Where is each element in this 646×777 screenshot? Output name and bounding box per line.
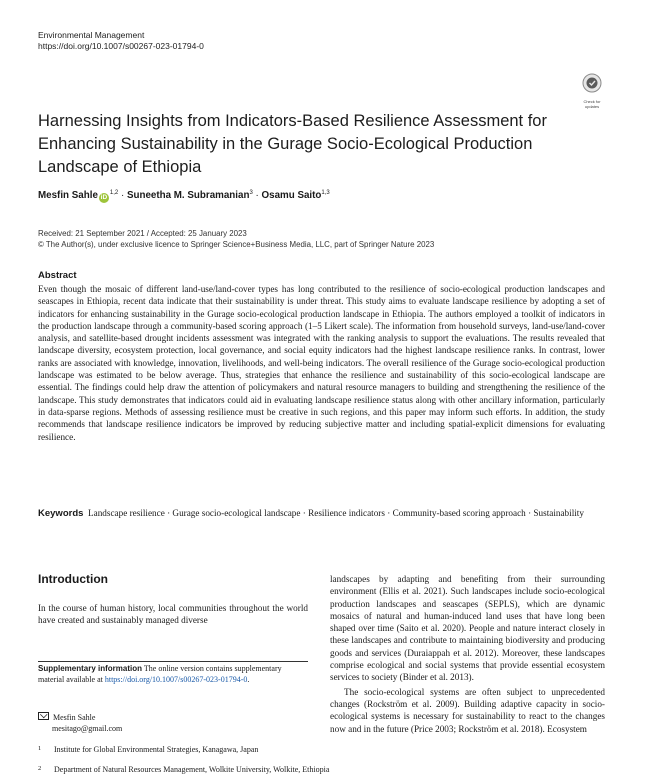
- journal-name: Environmental Management: [38, 30, 145, 40]
- right-column-text: [330, 573, 605, 735]
- article-title: Harnessing Insights from Indicators-Based Resilience Assessment for Enhancing Sustainability in the Gurage Socio-Ecological Production Landscape of Ethiopia: [38, 112, 547, 176]
- article-dates: [38, 228, 434, 250]
- author-affiliation-ref: 1,3: [321, 190, 330, 196]
- body-paragraph: The socio-ecological systems are often subject to unprecedented changes (Rockström et al. 2009). Building adaptive capacity in socio-ecological systems is necessary for sustainability to react to the changes now and in the future (Price 2003; Rockström et al. 2018). Ecosystem: [330, 686, 605, 734]
- author-name[interactable]: Osamu Saito: [261, 190, 322, 201]
- abstract-heading: Abstract: [38, 270, 77, 281]
- affiliation-text: Institute for Global Environmental Strategies, Kanagawa, Japan: [54, 745, 259, 754]
- abstract-text: Even though the mosaic of different land-use/land-cover types has long contributed to the resilience of socio-ecological production landscapes and seascapes in Ethiopia, recent data indicate that their sustainability is under threat. This study aims to evaluate landscape resilience by adopting a set of indicators for enhancing sustainability in the Gurage socio-ecological production landscape in Ethiopia. The authors employed a toolkit of indicators in the production landscape through a community-based scoring approach (1–5 Likert scale). The information from household surveys, land-use/land-cover analysis, and satellite-based drought incidents assessment was integrated with the ranking analysis to support the evaluations. The results revealed that landscape diversity, ecosystem protection, local governance, and social equity indicators had the highest landscape resilience ranks. In contrast, lower ranks are associated with knowledge, innovation, livelihoods, and well-being indicators. The overall resilience of the Gurage socio-ecological production landscape was estimated to be below average. Thus, strategies that enhance the resilience and sustainability of this socio-ecological landscape are essential. The findings could help draw the attention of policymakers and natural resource managers to building and strengthening the resilience of the landscape. This study demonstrates that indicators could aid in evaluating landscape resilience status along with other ancillary information, particularly in data-sparse regions. Methods of assessing resilience must be creative in such regions, and this paper may inform such efforts. In addition, the study recommends that landscape resilience indicators be improved by reducing subjective matter and including spatial-explicit dimensions for evaluating resilience.: [38, 284, 605, 442]
- body-paragraph: landscapes by adapting and benefiting from their surrounding environment (Ellis et al. 2021). Such landscapes include socio-ecological production landscapes and seascapes (SEPLS), which are dynamic mosaics of natural and human-induced land uses that have long been shaped over time (Saito et al. 2020). People and nature interact closely in these landscapes and contribute to maintaining biodiversity and producing goods and services (Duraiappah et al. 2012). Moreover, these landscapes comprise ecological and social systems that provide essential ecosystem services to society (Binder et al. 2013).: [330, 574, 605, 683]
- supplementary-text: The online version contains supplementary material available at: [38, 664, 282, 684]
- crossmark-label-2: updates: [584, 103, 600, 109]
- envelope-icon: [38, 712, 49, 720]
- affiliation-item: [38, 764, 329, 776]
- footnote-divider: [38, 661, 308, 662]
- copyright-line: © The Author(s), under exclusive licence to Springer Science+Business Media, LLC, part of Springer Nature 2023: [38, 240, 435, 249]
- correspondence-name: Mesfin Sahle: [53, 713, 96, 722]
- introduction-heading: Introduction: [38, 572, 108, 586]
- author-name[interactable]: Mesfin Sahle: [38, 190, 98, 201]
- keywords-label: Keywords: [38, 508, 84, 519]
- author-list: Mesfin Sahle iD$^{1,2}$ · Suneetha M. Subramanian$^3$ · Osamu Saito$^{1,3}$: [38, 190, 330, 201]
- introduction-paragraph: In the course of human history, local communities throughout the world have created and sustainably managed diverse: [38, 603, 308, 626]
- author-affiliation-ref: 3: [249, 190, 253, 196]
- crossmark-label-1: Check for: [583, 99, 601, 104]
- received-accepted: Received: 21 September 2021 / Accepted: 25 January 2023: [38, 229, 247, 238]
- correspondence: [38, 712, 122, 734]
- affiliation-number: 2: [38, 765, 42, 772]
- keywords-text: Landscape resilience · Gurage socio-ecological landscape · Resilience indicators · Community-based scoring approach · Sustainability: [88, 508, 584, 518]
- crossmark-icon: [578, 73, 606, 95]
- journal-doi[interactable]: https://doi.org/10.1007/s00267-023-01794-0: [38, 41, 204, 51]
- supplementary-info: [38, 664, 308, 685]
- supplementary-end: .: [247, 674, 250, 684]
- author-name[interactable]: Suneetha M. Subramanian: [126, 190, 250, 201]
- keywords: [38, 507, 605, 520]
- correspondence-email[interactable]: mesitago@gmail.com: [52, 723, 123, 733]
- affiliation-item: [38, 744, 258, 756]
- affiliation-text: Department of Natural Resources Management, Wolkite University, Wolkite, Ethiopia: [54, 765, 330, 774]
- supplementary-link[interactable]: https://doi.org/10.1007/s00267-023-01794-0: [104, 674, 248, 684]
- supplementary-label: Supplementary information: [38, 664, 143, 673]
- check-for-updates-badge[interactable]: [578, 73, 606, 109]
- affiliation-number: 1: [38, 745, 42, 752]
- author-affiliation-ref: 1,2: [109, 190, 119, 196]
- orcid-icon[interactable]: iD: [100, 194, 108, 201]
- journal-header: [38, 30, 204, 52]
